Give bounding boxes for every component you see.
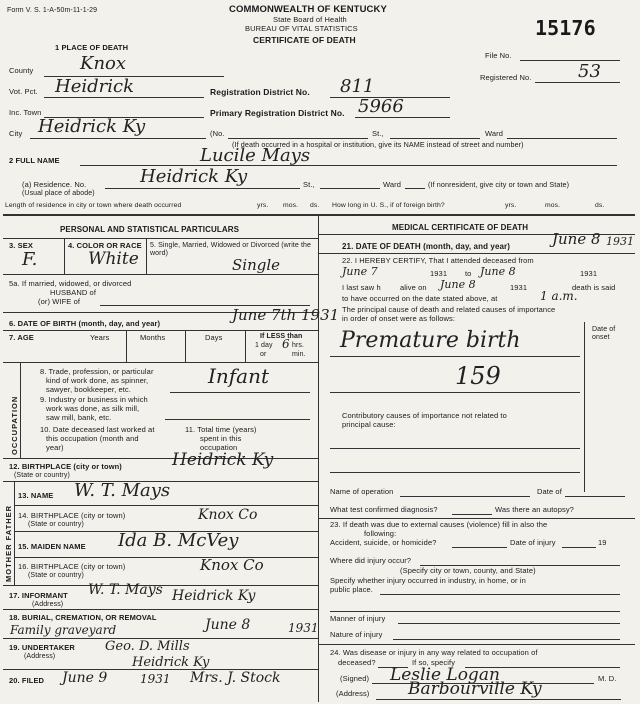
burial-year-value: 1931 xyxy=(288,621,319,635)
mother-birthplace-value: Knox Co xyxy=(200,556,264,574)
residence-ward-label: Ward xyxy=(383,180,402,189)
registered-label: Registered No. xyxy=(480,73,532,82)
state-name: COMMONWEALTH OF KENTUCKY xyxy=(229,4,387,15)
primary-district-label: Primary Registration District No. xyxy=(210,108,345,118)
board-name: State Board of Health xyxy=(273,15,347,24)
attend-to-year: 1931 xyxy=(580,269,598,278)
st-label: St., xyxy=(372,129,384,138)
mother-value: Ida B. McVey xyxy=(118,530,239,551)
signed-label: (Signed) xyxy=(340,674,370,683)
hrs-label: hrs. xyxy=(292,342,305,349)
medical-heading: MEDICAL CERTIFICATE OF DEATH xyxy=(392,223,529,232)
occ9-b: work was done, as silk mill, xyxy=(46,404,140,413)
cause-of-death: Premature birth xyxy=(340,328,521,353)
manner-label: Manner of injury xyxy=(330,614,386,623)
to-label: to xyxy=(465,269,472,278)
certificate-number: 15176 xyxy=(535,16,596,40)
color-value: White xyxy=(88,249,139,269)
age-label: 7. AGE xyxy=(9,333,34,342)
cert22-e: in order of onset were as follows: xyxy=(342,314,456,323)
mos-label: mos. xyxy=(283,202,299,209)
occ8-b: kind of work done, as spinner, xyxy=(46,376,149,385)
where-label: Where did injury occur? xyxy=(330,556,412,565)
specify-b: public place. xyxy=(330,585,373,594)
place-section-label: 1 PLACE OF DEATH xyxy=(55,43,129,52)
specify-a: Specify whether injury occurred in industry, in home, or in xyxy=(330,576,526,585)
residence-st-label: St., xyxy=(303,180,315,189)
occupation-side-label: OCCUPATION xyxy=(10,395,19,455)
autopsy-label: Was there an autopsy? xyxy=(495,505,574,514)
father-birthplace-sub: (State or country) xyxy=(28,521,84,528)
ds-label: ds. xyxy=(310,202,320,209)
occ11-b: spent in this xyxy=(200,434,242,443)
color-label: 4. COLOR OR RACE xyxy=(68,241,142,250)
residence-value: Heidrick Ky xyxy=(140,166,248,187)
burial-label: 18. BURIAL, CREMATION, OR REMOVAL xyxy=(9,613,157,622)
length-note: Length of residence in city or town where death occurred xyxy=(5,202,182,209)
informant-sub: (Address) xyxy=(32,601,64,608)
occ9-a: 9. Industry or business in which xyxy=(40,395,148,404)
birthplace-label: 12. BIRTHPLACE (city or town) xyxy=(9,462,122,471)
or-label: or xyxy=(260,351,267,358)
age-hours-value: 6 xyxy=(282,337,290,351)
father-label: 13. NAME xyxy=(18,491,54,500)
filed-date-value: June 9 xyxy=(62,670,108,686)
q23-c: Accident, suicide, or homicide? xyxy=(330,538,437,547)
cause-code: 159 xyxy=(455,362,501,390)
filed-year-value: 1931 xyxy=(140,672,171,686)
undertaker-sub: (Address) xyxy=(24,653,56,660)
one-day-label: 1 day xyxy=(255,342,273,349)
mother-birthplace-label: 16. BIRTHPLACE (city or town) xyxy=(18,562,126,571)
physician-signature: Leslie Logan xyxy=(390,665,500,685)
ds2-label: ds. xyxy=(595,202,605,209)
vot-pct-value: Heidrick xyxy=(55,76,134,97)
informant-label: 17. INFORMANT xyxy=(9,591,68,600)
parents-side-label: MOTHER FATHER xyxy=(4,504,13,582)
years-label: Years xyxy=(90,333,110,342)
if-less-label: If LESS than xyxy=(260,333,303,340)
nonresident-note: (If nonresident, give city or town and State) xyxy=(428,180,570,189)
cert22-a: 22. I HEREBY CERTIFY, That I attended deceased from xyxy=(342,256,534,265)
months-label: Months xyxy=(140,333,166,342)
spouse-label-c: (or) WIFE of xyxy=(38,297,81,306)
where-sub: (Specify city or town, county, and State) xyxy=(400,566,536,575)
alive-on-label: alive on xyxy=(400,283,427,292)
attend-from-year: 1931 xyxy=(430,269,448,278)
dod-label: 21. DATE OF DEATH (month, day, and year) xyxy=(342,242,511,251)
undertaker-label: 19. UNDERTAKER xyxy=(9,643,75,652)
date-of-onset-label: Date of onset xyxy=(592,326,616,341)
physician-address: Barbourville Ky xyxy=(408,679,542,699)
filed-label: 20. FILED xyxy=(9,676,45,685)
burial-date-value: June 8 xyxy=(205,617,251,633)
q23-a: 23. If death was due to external causes (violence) fill in also the xyxy=(330,520,548,529)
inc-town-label: Inc. Town xyxy=(9,108,42,117)
min-label: min. xyxy=(292,351,306,358)
attend-from: June 7 xyxy=(342,265,378,278)
father-birthplace-label: 14. BIRTHPLACE (city or town) xyxy=(18,511,126,520)
marital-value: Single xyxy=(232,256,281,274)
informant-address: Heidrick Ky xyxy=(172,588,256,604)
q23-b: following: xyxy=(364,529,397,538)
full-name-label: 2 FULL NAME xyxy=(9,156,60,165)
certificate-title: CERTIFICATE OF DEATH xyxy=(253,35,356,45)
registered-value: 53 xyxy=(578,61,601,82)
birthplace-sub: (State or country) xyxy=(14,472,70,479)
yrs2-label: yrs. xyxy=(505,202,517,209)
reg-district-value: 811 xyxy=(340,76,375,97)
occupation-value: Infant xyxy=(208,364,270,388)
date-injury-label: Date of injury xyxy=(510,538,556,547)
father-value: W. T. Mays xyxy=(74,480,171,501)
nineteen-label: 19 xyxy=(598,538,607,547)
full-name-value: Lucile Mays xyxy=(200,145,311,166)
cert22-b: I last saw h xyxy=(342,283,381,292)
bureau-name: BUREAU OF VITAL STATISTICS xyxy=(245,24,358,33)
occ10-a: 10. Date deceased last worked at xyxy=(40,425,155,434)
father-birthplace-value: Knox Co xyxy=(198,507,258,523)
death-said-label: death is said xyxy=(572,283,616,292)
sex-value: F. xyxy=(22,249,38,270)
last-seen-year: 1931 xyxy=(510,283,528,292)
registrar-signature: Mrs. J. Stock xyxy=(190,670,281,686)
reg-district-label: Registration District No. xyxy=(210,87,310,97)
residence-label: (a) Residence. No. xyxy=(22,180,87,189)
hospital-note: (If death occurred in a hospital or institution, give its NAME instead of street and number) xyxy=(232,140,524,149)
sex-label: 3. SEX xyxy=(9,241,33,250)
mother-label: 15. MAIDEN NAME xyxy=(18,542,86,551)
cert22-c: to have occurred on the date stated above, at xyxy=(342,294,498,303)
form-id: Form V. S. 1-A-50m-11-1-29 xyxy=(7,7,98,14)
spouse-label-b: HUSBAND of xyxy=(50,288,97,297)
dod-value: June 8 xyxy=(552,230,601,248)
birthplace-value: Heidrick Ky xyxy=(172,450,274,470)
primary-district-value: 5966 xyxy=(358,96,404,117)
occ10-c: year) xyxy=(46,443,64,452)
cert22-d: The principal cause of death and related causes of importance xyxy=(342,305,556,314)
if-so-label: If so, specify xyxy=(412,658,456,667)
personal-heading: PERSONAL AND STATISTICAL PARTICULARS xyxy=(60,225,240,234)
test-label: What test confirmed diagnosis? xyxy=(330,505,438,514)
county-label: County xyxy=(9,66,34,75)
last-seen-value: June 8 xyxy=(440,278,476,291)
vot-pct-label: Vot. Pct. xyxy=(9,87,38,96)
q24-a: 24. Was disease or injury in any way related to occupation of xyxy=(330,648,538,657)
attend-to: June 8 xyxy=(480,265,516,278)
howlong-note: How long in U. S., if of foreign birth? xyxy=(332,202,445,209)
marital-label: 5. Single, Married, Widowed or Divorced (write the word) xyxy=(150,242,312,257)
city-label: City xyxy=(9,129,23,138)
nature-label: Nature of injury xyxy=(330,630,383,639)
informant-value: W. T. Mays xyxy=(88,582,163,598)
no-label: (No. xyxy=(210,129,225,138)
dob-value: June 7th 1931 xyxy=(232,306,340,324)
occ11-c: occupation xyxy=(200,443,238,452)
residence-sub: (Usual place of abode) xyxy=(22,190,95,197)
file-no-label: File No. xyxy=(485,51,512,60)
date-of-label: Date of xyxy=(537,487,562,496)
dob-label: 6. DATE OF BIRTH (month, day, and year) xyxy=(9,319,161,328)
occ9-c: saw mill, bank, etc. xyxy=(46,413,112,422)
occ10-b: this occupation (month and xyxy=(46,434,139,443)
undertaker-value: Geo. D. Mills xyxy=(105,639,190,654)
dod-year: 1931 xyxy=(606,235,634,248)
county-value: Knox xyxy=(80,53,127,74)
spouse-label-a: 5a. If married, widowed, or divorced xyxy=(9,279,132,288)
mother-birthplace-sub: (State or country) xyxy=(28,572,84,579)
ward-label: Ward xyxy=(485,129,504,138)
operation-label: Name of operation xyxy=(330,487,394,496)
mos2-label: mos. xyxy=(545,202,561,209)
time-of-death: 1 a.m. xyxy=(540,289,578,303)
contrib-b: principal cause: xyxy=(342,420,396,429)
contrib-a: Contributory causes of importance not related to xyxy=(342,411,507,420)
burial-place-value: Family graveyard xyxy=(10,623,117,637)
address-label: (Address) xyxy=(336,689,370,698)
undertaker-address: Heidrick Ky xyxy=(132,655,210,670)
md-label: M. D. xyxy=(598,674,617,683)
days-label: Days xyxy=(205,333,223,342)
occ8-a: 8. Trade, profession, or particular xyxy=(40,367,154,376)
q24-b: deceased? xyxy=(338,658,376,667)
occ11-a: 11. Total time (years) xyxy=(185,425,257,434)
occ8-c: sawyer, bookkeeper, etc. xyxy=(46,385,131,394)
city-value: Heidrick Ky xyxy=(38,116,146,137)
yrs-label: yrs. xyxy=(257,202,269,209)
